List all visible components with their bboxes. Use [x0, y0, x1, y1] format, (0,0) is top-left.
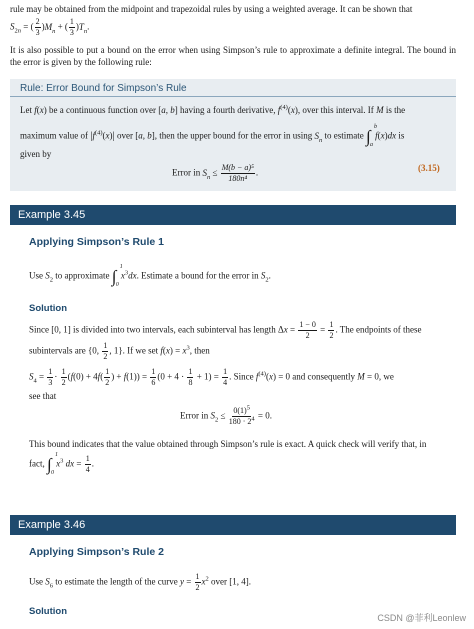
rule-error-formula: Error in $S_n$ ≤ $\frac{\text{M(b − a)⁵}}{\text{180n⁴}}$ . [172, 163, 259, 183]
example-task-2: Use $S_6$ to estimate the length of the curve y = $\frac{1}{2}$ $x^2$ over [1, 4]. [29, 572, 252, 592]
example-task-1: Use $S_2$ to approximate ∫ 1 0 $x^3dx$. Estimate a bound for the error in $S_2$. [29, 264, 271, 288]
equation-number: (3.15) [418, 163, 440, 173]
example-bar-1: Example 3.45 [10, 205, 456, 225]
rule-line-3: given by [20, 149, 52, 159]
solution-line-2: subintervals are {0, $\frac{1}{2}$ , 1}. If we set $f(x) = x^3$, then [29, 341, 210, 361]
watermark: CSDN @菲利Leonlew [377, 613, 466, 623]
example-title-2: Applying Simpson’s Rule 2 [29, 546, 164, 558]
solution-line-4: see that [29, 391, 57, 401]
bound-paragraph: This bound indicates that the value obtained through Simpson’s rule is exact. A quick check will verify that, in [29, 439, 427, 449]
rule-line-2: maximum value of $|f^{(4)}(x)|$ over [a, b], then the upper bound for the error in using $S_n$ to estimate ∫ b a f(x)dx is [20, 124, 405, 148]
solution-line-1: Since [0, 1] is divided into two intervals, each subinterval has length Δx = $\frac{1 - 0}{2}$ = $\frac{1}{2}$ . The endpoints of these [29, 320, 422, 340]
fact-line: fact, ∫ 1 0 $x^3$ dx = $\frac{1}{4}$ . [29, 452, 94, 476]
intro-line: rule may be obtained from the midpoint and trapezoidal rules by using a weighted average. It can be shown that [10, 4, 413, 14]
intro-formula: $S_{2n}$ = ( $\frac{2}{3}$ )$M_n$ + ( $\frac{1}{3}$ )$T_n$. [10, 17, 90, 37]
intro-paragraph: It is also possible to put a bound on the error when using Simpson’s rule to approximate a definite integral. The bound in the error is given by the following rule: [10, 45, 456, 68]
solution-line-3: $S_4$ = $\frac{1}{3}$ · $\frac{1}{2}$ (f(0) + 4f( $\frac{1}{2}$ ) + f(1)) = $\frac{1}{6}$ (0 + 4 · $\frac{1}{8}$ + 1) = $\frac{1}{4}$ . Since $f^{(4)}(x) = 0$ and consequently M = 0, we [29, 367, 394, 387]
solution-heading-2: Solution [29, 606, 67, 617]
rule-title: Rule: Error Bound for Simpson’s Rule [20, 83, 187, 94]
example-bar-2: Example 3.46 [10, 515, 456, 535]
rule-line-1: Let f(x) be a continuous function over [a, b] having a fourth derivative, $f^{(4)}(x)$, over this interval. If M is the [20, 104, 406, 115]
solution-heading-1: Solution [29, 303, 67, 314]
example-title-1: Applying Simpson’s Rule 1 [29, 236, 164, 248]
error-computation: Error in $S_2$ ≤ $\frac{0(1)^5}{180 \cdot 2^4}$ = 0. [180, 404, 272, 426]
